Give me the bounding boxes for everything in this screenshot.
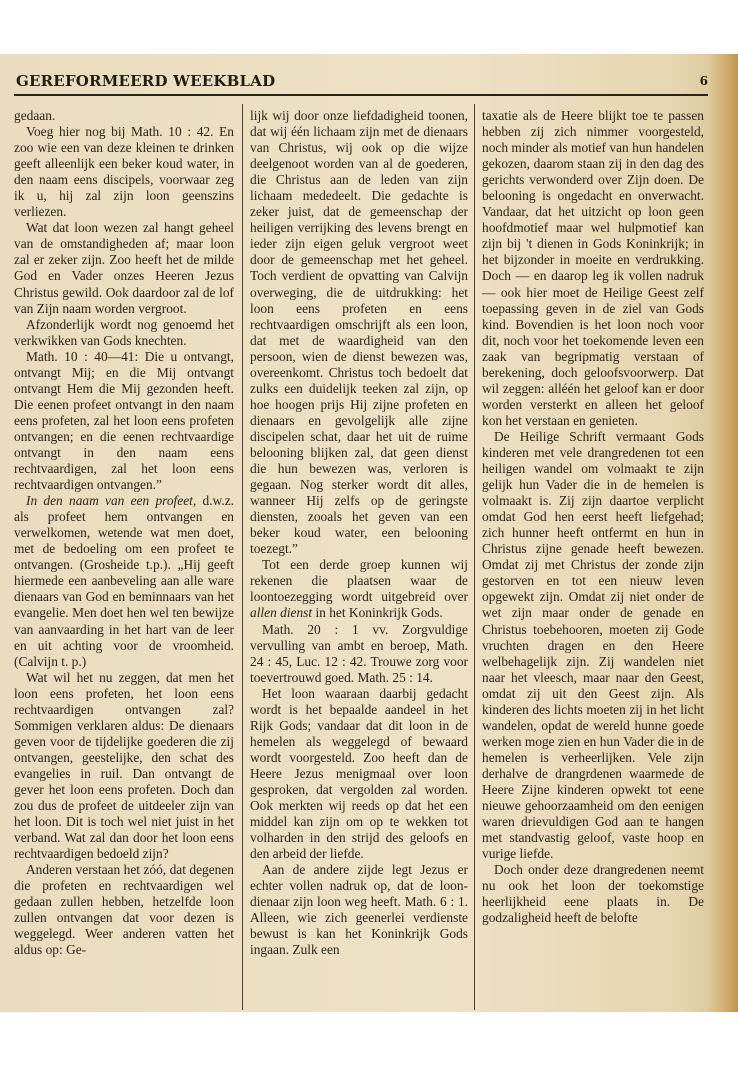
paragraph: Wat dat loon wezen zal hangt geheel van de omstandigheden af; maar loon zal er zeker zijn. Zoo heeft het de milde God en Vader onzes Heeren Jezus Christus gewild. Ook daardoor zal de lof van Zijn naam worden vergroot. [14,220,234,316]
paragraph: lijk wij door onze liefdadigheid toonen, dat wij één lichaam zijn met de dienaars van Christus, wij ook op die wijze deelgenoot worden van al de goederen, die Christus aan de leden van zijn lichaam mededeelt. Die gedachte is zeker juist, dat de gemeenschap der heiligen verrijking des levens brengt en ieder zijn eigen geluk vergroot weet door de gemeenschap met het geheel. Toch verdient de opvatting van Calvijn overweging, die de uitdrukking: het loon eens profeten en eens rechtvaardigen omschrijft als een loon, dat met de waardigheid van den persoon, wien de dienst bewezen was, overeenkomt. Christus toch bedoelt dat zulks een duidelijk teeken zal zijn, op hoe hoogen prijs Hij zijne profeten en dienaars en gevolgelijk alle zijne discipelen schat, daar het uit de ruime belooning blijken zal, dat geen dienst die hun bewezen was, verloren is gegaan. Nog sterker wordt dit alles, wanneer Hij zelfs op de geringste diensten, zooals het geven van een beker koud water, een belooning toezegt.” [250,108,468,557]
paragraph: In den naam van een profeet, d.w.z. als profeet hem ontvangen en verwelkomen, wetende wat men doet, met de bedoeling om een profeet te ontvangen. (Grosheide t.p.). „Hij geeft hiermede een aanbeveling aan alle ware dienaars van God en beminnaars van het evangelie. Men doet hen wel ten bewijze van aanvaarding in het hart van de leer en uit achting voor de vroomheid. (Calvijn t. p.) [14,493,234,669]
paragraph: Math. 20 : 1 vv. Zorgvuldige vervulling van ambt en beroep, Math. 24 : 45, Luc. 12 : 42. Trouwe zorg voor toevertrouwd goed. Math. 25 : 14. [250,621,468,685]
paragraph: Voeg hier nog bij Math. 10 : 42. En zoo wie een van deze kleinen te drinken geeft alleenlijk een beker koud water, in den naam eens discipels, voorwaar zeg ik u, hij zal zijn loon geenszins verliezen. [14,124,234,220]
page-edge-stain [708,54,738,1012]
column-divider [242,104,243,1010]
column-divider [474,104,475,1010]
text-column-3 [482,108,704,1010]
paragraph: De Heilige Schrift vermaant Gods kinderen met vele drangredenen tot een heiligen wandel om volmaakt te zijn gelijk hun Vader die in de hemelen is volmaakt is. Zij zijn daartoe verplicht omdat God hen eerst heeft liefgehad; zich hunner heeft ontfermt en hun in Christus zijne genade heeft bewezen. Omdat zij met Christus der zonde zijn gestorven en tot een nieuw leven opgewekt zijn. Omdat zij niet onder de wet zijn maar onder de genade en Christus toebehooren, moeten zij Gode vruchten dragen en den Heere welbehagelijk zijn. Zij wandelen niet naar het vleesch, maar naar den Geest, omdat zij uit den Geest zijn. Als kinderen des lichts moeten zij in het licht wandelen, opdat de wereld hunne goede werken moge zien en hun Vader die in de hemelen is verheerlijken. Vele zijn derhalve de drangrdenen waarmede de Heere Zijne kinderen opwekt tot eene nieuwe gehoorzaamheid om den eenigen waren drievuldigen God aan te hangen met standvastig geloof, vaste hoop en vurige liefde. [482,428,704,862]
paragraph: Het loon waaraan daarbij gedacht wordt is het bepaalde aandeel in het Rijk Gods; vandaar dat dit loon in de hemelen als weggelegd of bewaard wordt voorgesteld. Zoo heeft dan de Heere Jezus menigmaal over loon gesproken, dat vergolden zal worden. Ook merkten wij reeds op dat het een middel kan zijn om op te wekken tot volharden in den strijd des geloofs en den arbeid der liefde. [250,685,468,862]
paragraph: taxatie als de Heere blijkt toe te passen hebben zij zich nimmer voorgesteld, noch minder als motief van hun handelen gekozen, daarom staan zij in den dag des gerichts verwonderd over Zijn doen. De belooning is ongedacht en onverwacht. Vandaar, dat het uitzicht op loon geen hoofdmotief maar wel hulpmotief kan zijn bij 't dienen in Gods Koninkrijk; in het bijzonder in moeite en verdrukking. Doch — en daarop leg ik vollen nadruk — ook hier moet de Heilige Geest zelf toepassing geven in de ziel van Gods kind. Bovendien is het loon noch voor dit, noch voor het toekomende leven een zaak van begripmatig verstaan of berekening, doch geloofsvoorwerp. Dat wil zeggen: alléén het geloof kan er door worden versterkt en alleen het geloof kon het verstaan en genieten. [482,108,704,428]
paragraph: Aan de andere zijde legt Jezus er echter vollen nadruk op, dat de loon-dienaar zijn loon weg heeft. Math. 6 : 1. Alleen, wie zich geenerlei verdienste bewust is kan het Koninkrijk Gods ingaan. Zulk een [250,862,468,958]
text-column-2 [250,108,468,1010]
paragraph: Anderen verstaan het zóó, dat degenen die profeten en rechtvaardigen wel gedaan zullen hebben, hetzelfde loon zullen ontvangen dat voor dezen is weggelegd. Weer anderen vatten het aldus op: Ge- [14,862,234,958]
text-column-1 [14,108,234,1010]
paragraph: gedaan. [14,108,56,123]
paragraph: Doch onder deze drangredenen neemt nu ook het loon der toekomstige heerlijkheid eene plaats in. De godzaligheid heeft de belofte [482,862,704,926]
newspaper-page [0,54,738,1012]
paragraph: Wat wil het nu zeggen, dat men het loon eens profeten, het loon eens rechtvaardigen ontvangen zal? Sommigen verklaren aldus: De dienaars geven voor de tijdelijke goederen die zij ontvangen, geestelijke, den schat des evangelies in ruil. Dan ontvangt de gever het loon eens profeten. Doch dan zou dus de profeet de uitdeeler zijn van het loon. Dit is toch wel niet juist in het verband. Wat zal dan door het loon eens rechtvaardigen bedoeld zijn? [14,669,234,862]
paragraph: Afzonderlijk wordt nog genoemd het verkwikken van Gods knechten. [14,316,234,348]
paragraph: Math. 10 : 40—41: Die u ontvangt, ontvangt Mij; en die Mij ontvangt ontvangt Hem die Mij gezonden heeft. Die eenen profeet ontvangt in den naam eens profeten, zal het loon eens profeten ontvangen; en die eenen rechtvaardige ontvangt in den naam eens rechtvaardigen, zal het loon eens rechtvaardigen ontvangen.” [14,348,234,493]
publication-title: GEREFORMEERD WEEKBLAD [16,72,276,90]
page-header [14,72,708,96]
paragraph: Tot een derde groep kunnen wij rekenen die plaatsen waar de loontoezegging wordt uitgebreid over allen dienst in het Koninkrijk Gods. [250,557,468,621]
page-number: 6 [699,74,708,88]
